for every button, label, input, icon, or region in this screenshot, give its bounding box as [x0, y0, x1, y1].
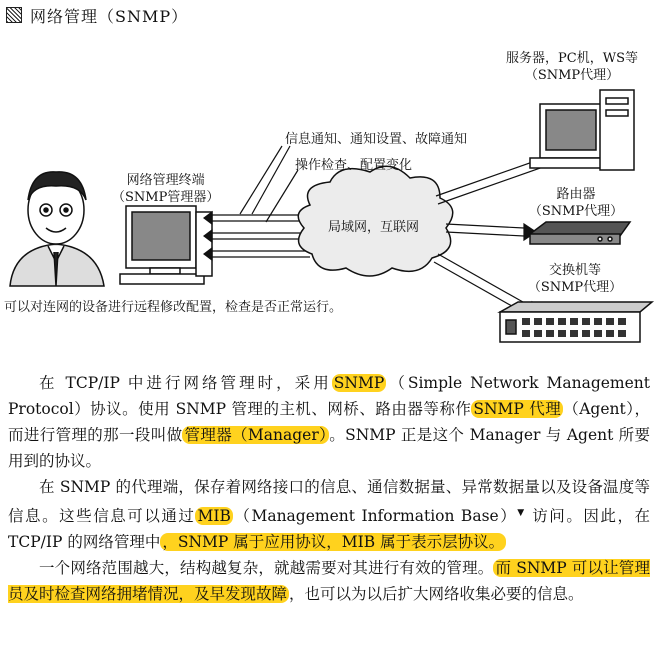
- p3-text-a: 一个网络范围越大，结构越复杂，就越需要对其进行有效的管理。: [39, 559, 494, 578]
- server-label-line1: 服务器，PC机，WS等: [506, 51, 638, 66]
- p1-text-d: 。SNMP 正是这个 Manager 与 Agent 所要用到的协议。: [8, 426, 650, 470]
- p2-text-c: 访问。因此，在 TCP/IP 的网络管理中: [8, 507, 650, 552]
- switch-device-icon: [500, 302, 652, 342]
- footnote-marker: ▼: [517, 508, 526, 518]
- administrator-person-icon: [10, 172, 104, 286]
- server-computer-icon: [530, 90, 634, 170]
- router-label-line2: （SNMP代理）: [528, 204, 624, 219]
- p1-text-b: （Simple Network Management Protocol）协议。使用 SNMP 管理的主机、网桥、路由器等称作: [8, 374, 650, 418]
- manager-label-line2: （SNMP管理器）: [112, 190, 220, 205]
- p2-text-b: （Management Information Base）: [232, 507, 518, 526]
- p1-highlight-agent: SNMP 代理: [473, 400, 562, 418]
- manager-label: [112, 172, 219, 206]
- server-label-line2: （SNMP代理）: [524, 68, 620, 83]
- p1-highlight-snmp: SNMP: [333, 374, 385, 392]
- switch-label-line1: 交换机等: [548, 263, 601, 278]
- switch-label-line2: （SNMP代理）: [527, 280, 623, 295]
- p3-highlight-snmp-benefit: 而 SNMP 可以让管理员及时检查网络拥堵情况，及早发现故障: [8, 559, 650, 604]
- notify-arrow-label: 信息通知、通知设置、故障通知: [285, 132, 468, 147]
- p1-text-c: （Agent），而进行管理的那一段叫做: [8, 400, 650, 444]
- paragraph-1: [8, 370, 650, 474]
- paragraph-3: [8, 555, 650, 607]
- switch-label: [520, 262, 630, 296]
- cloud-label: 局域网，互联网: [328, 220, 420, 235]
- p2-highlight-protocols: ，SNMP 属于应用协议，MIB 属于表示层协议。: [162, 533, 505, 552]
- router-label-line1: 路由器: [556, 187, 596, 202]
- section-title-text: 网络管理（SNMP）: [30, 7, 189, 26]
- manager-computer-icon: [120, 206, 212, 284]
- p1-text-a: 在 TCP/IP 中进行网络管理时，采用: [39, 374, 332, 392]
- router-label: [526, 186, 626, 220]
- body-text: [8, 370, 650, 607]
- router-device-icon: [530, 222, 630, 244]
- server-label: [496, 50, 648, 84]
- annotation-lines: [240, 146, 298, 222]
- p2-highlight-mib: MIB: [197, 507, 231, 526]
- manager-link-lines: [204, 212, 310, 260]
- diagram-caption: 可以对连网的设备进行远程修改配置，检查是否正常运行。: [4, 300, 343, 315]
- paragraph-2: [8, 474, 650, 555]
- check-arrow-label: 操作检查、配置变化: [295, 158, 413, 173]
- p1-highlight-manager: 管理器（Manager）: [184, 426, 328, 444]
- p3-text-b: ，也可以为以后扩大网络收集必要的信息。: [289, 585, 584, 604]
- p2-text-a: 在 SNMP 的代理端，保存着网络接口的信息、通信数据量、异常数据量以及设备温度等信息。这些信息可以通过: [8, 478, 650, 526]
- manager-label-line1: 网络管理终端: [126, 173, 205, 188]
